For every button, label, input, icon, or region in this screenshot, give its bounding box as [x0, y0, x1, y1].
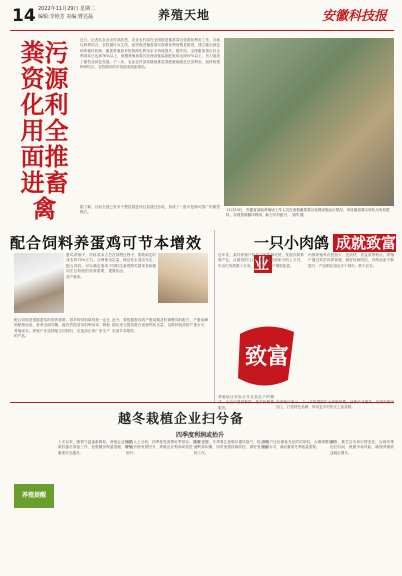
story4-col-3: 专家提醒，冬季要注意做好通风换气，防止有害气体积累，同时加强疫病防控，做好免疫接种工作。 — [194, 440, 268, 455]
lead-photo — [224, 38, 394, 206]
section-rule — [10, 402, 394, 403]
tip-tag: 养殖提醒 — [14, 484, 54, 508]
story2-photo-eggs — [14, 253, 64, 313]
story4-col-4: 养殖户还应储备充足的饲草料，合理调整饲料营养水平，满足畜禽冬季能量需要。 — [262, 440, 336, 450]
story3-headline-accent: 成就致富业 — [254, 234, 397, 273]
story3-col-f: 肉鸽养殖具有投资少、见效快、效益高等特点。养殖户通过科学饲养管理，做好疫病防控，肉鸽品质不断提升，产品销往周边多个城市，供不应求。 — [308, 253, 394, 268]
page-header — [0, 0, 402, 34]
story2-headline: 配合饲料养蛋鸡可节本增效 — [10, 234, 203, 252]
date-line: 2022年11月29日 星期二 — [38, 6, 96, 12]
story3-col-h: 养殖场还采取合作社加农户的模 服务。 — [218, 395, 274, 410]
story2-col-a: 蛋鸡养殖中，饲料成本占总成本的70%左右。合理使用配合饲料，可以满足蛋鸡不同生长阶段的营养需要，提高产蛋率。 — [66, 253, 112, 279]
story4-col-2: 业内人士分析，四季度受消费旺季带动，畜禽产品价格有望回升，养殖企业利润或将进一步抬升。 — [126, 440, 200, 455]
story4-headline: 越冬栽植企业扫兮备 — [118, 412, 245, 427]
lead-headline: 粪污资源化利用全面推进畜禽 — [20, 38, 69, 223]
ribbon-text: 致富 — [244, 344, 290, 370]
page-number: 14 — [12, 6, 36, 26]
story2-col-c: 在饲喂过程中，要做到定时定量，保证饮水清洁充足，同时注意观察鸡群采食和健康状况。 — [112, 253, 156, 274]
caption-credit: 刘洋 摄 — [291, 213, 304, 217]
zhifu-ribbon-graphic — [232, 318, 302, 394]
section-title: 养殖天地 — [158, 8, 211, 22]
column-divider — [214, 230, 215, 402]
story2-col-d: 此外，要根据蛋鸡的产蛋周期及时调整饲料配方，产蛋高峰期应适当提高蛋白质和钙的含量，以维持较高的产蛋水平，实现节本增效。 — [112, 318, 208, 333]
editor-line: 编辑:李艳芳 美编:曹达磊 — [38, 14, 93, 20]
newspaper-name: 安徽科技报 — [322, 9, 388, 24]
story3-col-g: 加工，打造特色品牌，带动更多村民走上致富路。 — [276, 405, 356, 410]
lead-subtext: 据了解，目前全国已有多个整县推进项目县通过验收，形成了一批可复制可推广的典型模式。 — [80, 205, 220, 215]
story3-headline-main: 一只小肉鸽 — [254, 234, 330, 252]
story4-col-5: 此外，要关注市场行情变化，合理安排出栏时间，规避市场风险，确保养殖收益稳定增长。 — [330, 440, 394, 455]
story4-subheadline: 四季度利润或抬升 — [176, 432, 225, 439]
caption-text: 11月23日，安徽省某地养殖场工作人员在查看畜禽粪污处理设施运行情况。该设施将粪污转化为有机肥料，实现资源循环利用，助力乡村振兴。 — [226, 208, 390, 217]
story2-col-b: 配合饲料是根据蛋鸡的营养需要，将多种饲料原料按一定比例配制而成，营养全面均衡，能有效提高饲料利用率，降低养殖成本。养殖户在选择配合饲料时，应选择正规厂家生产的产品。 — [14, 318, 110, 339]
story3-col-e: 近年来，某村养殖户依托当地资源优势，发展肉鸽养殖产业，从最初的几百对种鸽发展到如今的上万对，年出栏肉鸽数十万羽，带动周边农户增收致富。 — [218, 253, 304, 268]
story4-col-1: 入冬以来，随着气温逐渐降低，养殖企业积极做好越冬准备工作，加强圈舍保温管理，确保畜禽安全越冬。 — [58, 440, 132, 455]
header-rule — [10, 30, 394, 31]
lead-body: 近日，记者从农业农村部获悉，农业农村部在全国推进畜禽粪污资源化利用工作，各地以种养结合、农牧循环为主线，加快推进畜禽粪污资源化利用整县推进，建立健全绿色种养循环机制，畜禽养殖废弃物资源化利用水平持续提升。据介绍，全国畜禽粪污综合利用率已达到76%以上，规模养殖场粪污处理设施装备配套率达到97%以上，有力促进了畜牧业绿色发展。下一步，农业农村部将继续推进粪肥就地就近还田利用，加快构建种养结合、农牧循环的可持续发展新格局。 — [80, 38, 220, 70]
lead-photo-caption — [226, 208, 392, 218]
story2-photo-hens — [158, 253, 208, 303]
